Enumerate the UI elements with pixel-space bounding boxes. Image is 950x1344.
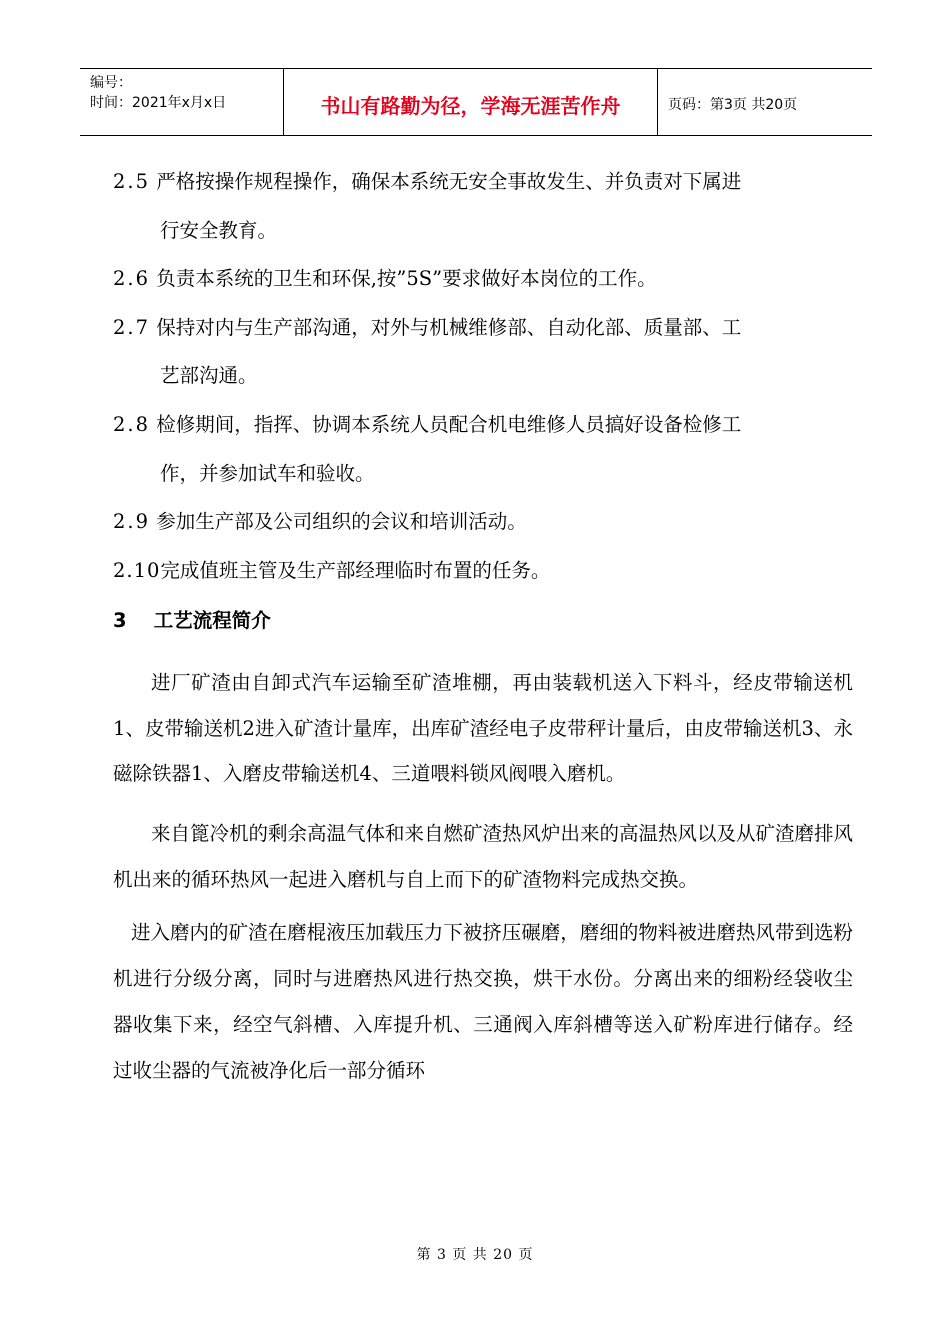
item-number: 2.5 [113,170,151,193]
header-motto: 书山有路勤为径，学海无涯苦作舟 [284,69,658,135]
section-title: 工艺流程简介 [153,609,271,633]
item-text: 负责本系统的卫生和环保,按”5S”要求做好本岗位的工作。 [156,267,657,291]
item-text: 保持对内与生产部沟通，对外与机械维修部、自动化部、质量部、工 [156,315,742,339]
page-footer: 第 3 页 共 20 页 [416,1247,534,1263]
list-item [113,158,853,207]
item-text: 检修期间，指挥、协调本系统人员配合机电维修人员搞好设备检修工 [156,412,742,436]
item-continuation: 行安全教育。 [160,218,278,242]
section-number: 3 [113,609,127,633]
list-item [113,304,853,353]
item-number: 2.10 [113,558,161,582]
item-number: 2.9 [113,510,151,534]
list-item [113,255,853,304]
section-heading [113,597,853,646]
paragraph: 来自篦冷机的剩余高温气体和来自燃矿渣热风炉出来的高温热风以及从矿渣磨排风机出来的循环热风一起进入磨机与自上而下的矿渣物料完成热交换。 [113,822,854,891]
list-item [113,401,853,450]
page-header [80,68,872,136]
item-number: 2.6 [113,267,151,291]
list-item [113,498,853,547]
item-number: 2.8 [113,412,151,436]
item-text: 完成值班主管及生产部经理临时布置的任务。 [160,558,551,582]
list-item [113,547,853,596]
header-page-info: 页码：第3页 共20页 [668,97,798,113]
item-number: 2.7 [113,315,151,339]
header-meta [80,69,284,135]
document-body [113,158,853,1093]
code-label: 编号： [90,75,132,91]
paragraph: 进入磨内的矿渣在磨棍液压加载压力下被挤压碾磨，磨细的物料被进磨热风带到选粉机进行分级分离，同时与进磨热风进行热交换，烘干水份。分离出来的细粉经袋收尘器收集下来，经空气斜槽、入库提升机、三通阀入库斜槽等送入矿粉库进行储存。经过收尘器的气流被净化后一部分循环 [113,921,853,1082]
item-continuation: 作，并参加试车和验收。 [160,461,375,485]
time-label: 时间：2021年x月x日 [90,95,227,111]
item-text: 严格按操作规程操作，确保本系统无安全事故发生、并负责对下属进 [156,170,742,193]
item-continuation: 艺部沟通。 [160,364,258,388]
paragraph: 进厂矿渣由自卸式汽车运输至矿渣堆棚，再由装载机送入下料斗，经皮带输送机1、皮带输送机2进入矿渣计量库，出库矿渣经电子皮带秤计量后，由皮带输送机3、永磁除铁器1、入磨皮带输送机4、三道喂料锁风阀喂入磨机。 [113,670,853,786]
item-text: 参加生产部及公司组织的会议和培训活动。 [156,510,527,534]
